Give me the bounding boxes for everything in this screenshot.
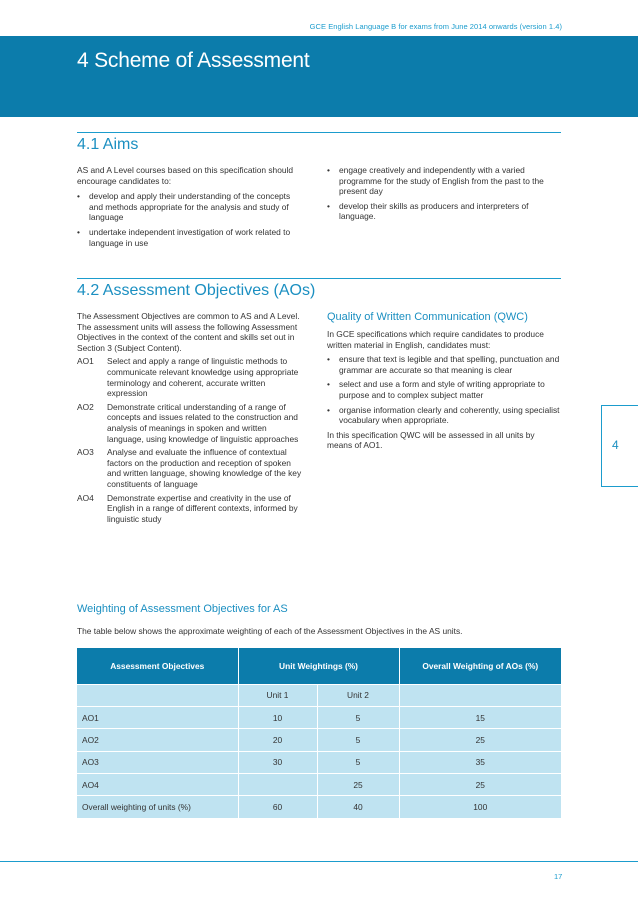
table-subheader-row bbox=[77, 684, 561, 706]
table-cell: 15 bbox=[399, 706, 561, 728]
row-label: AO4 bbox=[77, 774, 238, 796]
weighting-table bbox=[77, 648, 561, 818]
page-number: 17 bbox=[554, 872, 563, 881]
row-label: AO2 bbox=[77, 729, 238, 751]
aims-bullet: • develop and apply their understanding of the concepts and methods appropriate for the analysis and study of language bbox=[77, 191, 299, 223]
table-cell: 20 bbox=[238, 729, 317, 751]
ao-code: AO3 bbox=[77, 447, 94, 458]
row-label: AO1 bbox=[77, 706, 238, 728]
table-row bbox=[77, 796, 561, 818]
ao-code: AO4 bbox=[77, 492, 94, 503]
table-cell: 100 bbox=[399, 796, 561, 818]
aims-right-column bbox=[327, 165, 561, 226]
table-cell bbox=[77, 684, 238, 706]
aos-heading: 4.2 Assessment Objectives (AOs) bbox=[77, 282, 316, 299]
ao-item bbox=[77, 402, 305, 444]
ao-code: AO2 bbox=[77, 401, 94, 412]
table-cell bbox=[399, 684, 561, 706]
table-row bbox=[77, 751, 561, 773]
table-cell: 60 bbox=[238, 796, 317, 818]
aos-rule bbox=[77, 278, 561, 279]
ao-item bbox=[77, 356, 305, 398]
ao-text: Demonstrate critical understanding of a range of concepts and issues related to the construction and analysis of meanings in spoken and written language, using knowledge of linguistic approaches bbox=[107, 401, 299, 444]
qwc-column bbox=[327, 329, 561, 454]
weighting-heading: Weighting of Assessment Objectives for AS bbox=[77, 603, 288, 615]
aims-intro: AS and A Level courses based on this specification should encourage candidates to: bbox=[77, 165, 294, 186]
table-cell: 40 bbox=[317, 796, 399, 818]
column-header: Assessment Objectives bbox=[77, 648, 238, 684]
aos-intro: The Assessment Objectives are common to AS and A Level. The assessment units will assess the following Assessment Objectives in the context of the content and skills set out in Section 3 (Subject Content). bbox=[77, 311, 300, 353]
table-cell: 10 bbox=[238, 706, 317, 728]
subheader-cell: Unit 2 bbox=[317, 684, 399, 706]
aims-left-column bbox=[77, 165, 299, 252]
row-label: AO3 bbox=[77, 751, 238, 773]
table-cell: 35 bbox=[399, 751, 561, 773]
column-header: Unit Weightings (%) bbox=[238, 648, 399, 684]
ao-text: Demonstrate expertise and creativity in the use of English in a range of different contexts, informed by linguistic study bbox=[107, 492, 298, 524]
table-cell: 5 bbox=[317, 751, 399, 773]
footer-rule bbox=[0, 861, 638, 862]
table-row bbox=[77, 729, 561, 751]
running-header: GCE English Language B for exams from June 2014 onwards (version 1.4) bbox=[309, 22, 562, 31]
page-title: 4 Scheme of Assessment bbox=[77, 49, 310, 72]
qwc-intro: In GCE specifications which require candidates to produce written material in English, candidates must: bbox=[327, 329, 544, 350]
weighting-intro: The table below shows the approximate weighting of each of the Assessment Objectives in the AS units. bbox=[77, 626, 463, 636]
qwc-bullet: • ensure that text is legible and that spelling, punctuation and grammar are accurate so that meaning is clear bbox=[327, 354, 561, 375]
table-cell: 5 bbox=[317, 729, 399, 751]
ao-code: AO1 bbox=[77, 356, 94, 367]
qwc-bullet: • select and use a form and style of writing appropriate to purpose and to complex subject matter bbox=[327, 379, 561, 400]
table-cell: 25 bbox=[399, 729, 561, 751]
table-cell bbox=[238, 774, 317, 796]
table-row bbox=[77, 774, 561, 796]
qwc-bullet: • organise information clearly and coherently, using specialist vocabulary when appropriate. bbox=[327, 405, 561, 426]
table-row bbox=[77, 706, 561, 728]
aims-bullet: • develop their skills as producers and interpreters of language. bbox=[327, 201, 561, 222]
qwc-heading: Quality of Written Communication (QWC) bbox=[327, 311, 528, 323]
ao-item bbox=[77, 447, 305, 489]
ao-text: Select and apply a range of linguistic methods to communicate relevant knowledge using appropriate terminology and coherent, accurate written expression bbox=[107, 356, 299, 399]
section-banner bbox=[0, 36, 638, 117]
section-side-tab bbox=[601, 405, 638, 487]
subheader-cell: Unit 1 bbox=[238, 684, 317, 706]
ao-text: Analyse and evaluate the influence of contextual factors on the production and reception of spoken and written language, showing knowledge of the key constituents of language bbox=[107, 447, 302, 489]
qwc-closing: In this specification QWC will be assessed in all units by means of AO1. bbox=[327, 429, 535, 451]
row-label: Overall weighting of units (%) bbox=[77, 796, 238, 818]
table-cell: 30 bbox=[238, 751, 317, 773]
aos-left-column bbox=[77, 311, 305, 527]
table-cell: 5 bbox=[317, 706, 399, 728]
aims-bullet: • undertake independent investigation of work related to language in use bbox=[77, 227, 299, 248]
aims-rule bbox=[77, 132, 561, 133]
aims-heading: 4.1 Aims bbox=[77, 136, 139, 153]
side-tab-number: 4 bbox=[612, 438, 619, 452]
aims-bullet: • engage creatively and independently with a varied programme for the study of English from the past to the present day bbox=[327, 165, 561, 197]
ao-item bbox=[77, 493, 305, 525]
column-header: Overall Weighting of AOs (%) bbox=[399, 648, 561, 684]
table-cell: 25 bbox=[317, 774, 399, 796]
table-header-row bbox=[77, 648, 561, 684]
table-cell: 25 bbox=[399, 774, 561, 796]
